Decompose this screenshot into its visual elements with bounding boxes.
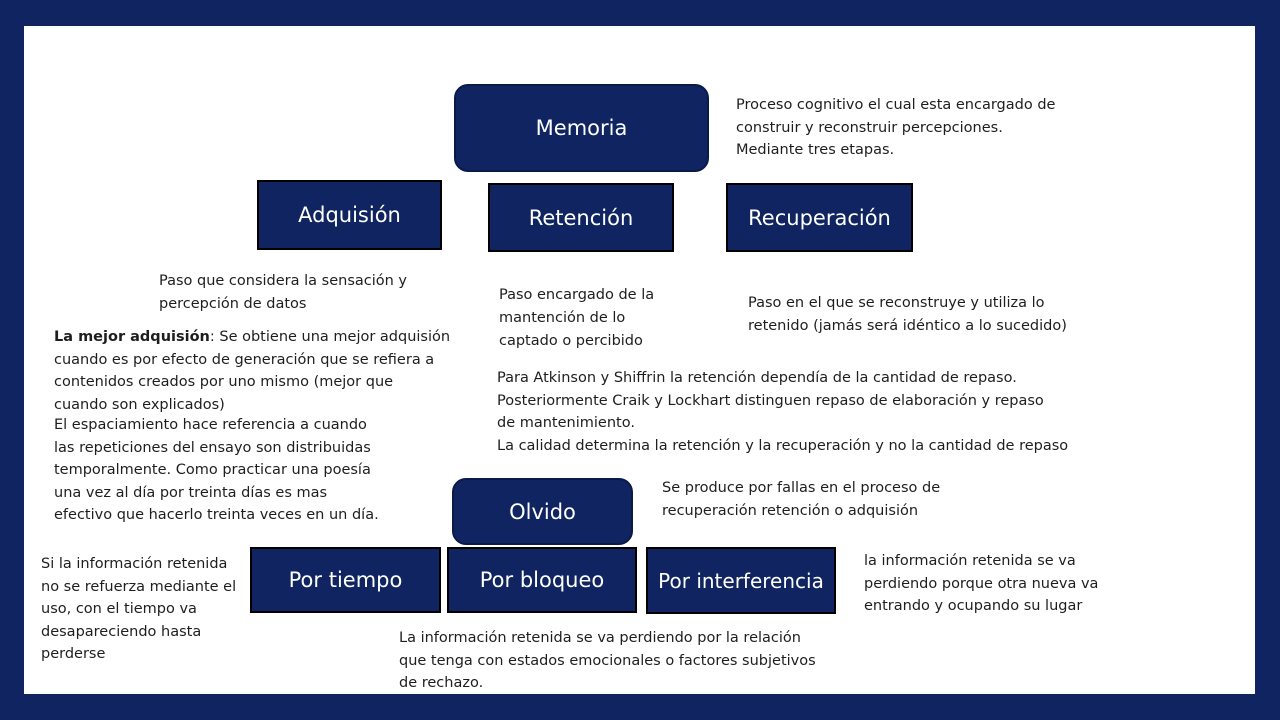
atkinson-description: Para Atkinson y Shiffrin la retención dependía de la cantidad de repaso. Posteriormente Craik y Lockhart distinguen repaso de elaboración y repaso de mantenimiento. La calidad determina la retención y la recuperación y no la cantidad de repaso — [497, 370, 1069, 454]
node-adquisicion-label: Adquisión — [298, 203, 401, 227]
recuperacion-description: Paso en el que se reconstruye y utiliza lo retenido (jamás será idéntico a lo sucedido) — [748, 295, 1067, 334]
node-memoria — [454, 84, 709, 172]
node-por-interferencia-label: Por interferencia — [658, 568, 824, 593]
node-recuperacion — [726, 183, 913, 252]
node-recuperacion-label: Recuperación — [748, 205, 891, 230]
retencion-description: Paso encargado de la mantención de lo captado o percibido — [499, 287, 655, 349]
mejor-adquisicion-title: La mejor adquisión — [54, 329, 210, 345]
olvido-description: Se produce por fallas en el proceso de recuperación retención o adquisión — [662, 480, 941, 519]
node-retencion — [488, 183, 674, 252]
node-por-bloqueo-label: Por bloqueo — [479, 568, 605, 592]
node-retencion-label: Retención — [528, 205, 634, 230]
node-memoria-label: Memoria — [535, 116, 628, 140]
por-bloqueo-description: La información retenida se va perdiendo por la relación que tenga con estados emocionales o factores subjetivos de rechazo. — [399, 630, 816, 691]
node-por-interferencia — [646, 547, 836, 614]
node-olvido-label: Olvido — [509, 499, 576, 524]
por-interferencia-description: la información retenida se va perdiendo porque otra nueva va entrando y ocupando su lugar — [864, 553, 1099, 614]
memoria-description: Proceso cognitivo el cual esta encargado de construir y reconstruir percepciones. Mediante tres etapas. — [736, 97, 1056, 158]
adquisicion-description: Paso que considera la sensación y percepción de datos — [159, 273, 408, 312]
mejor-adquisicion-description: La mejor adquisión: Se obtiene una mejor adquisión cuando es por efecto de generación que se refiera a contenidos creados por uno mismo (mejor que cuando son explicados) — [54, 329, 451, 413]
por-tiempo-description: Si la información retenida no se refuerza mediante el uso, con el tiempo va desapareciendo hasta perderse — [41, 556, 237, 662]
node-olvido — [452, 478, 633, 545]
node-adquisicion — [257, 180, 442, 250]
node-por-bloqueo — [447, 547, 637, 613]
espaciamiento-description: El espaciamiento hace referencia a cuando las repeticiones del ensayo son distribuidas temporalmente. Como practicar una poesía una vez al día por treinta días es mas efectivo que hacerlo treinta veces en un día. — [54, 417, 379, 523]
node-por-tiempo — [250, 547, 441, 613]
node-por-tiempo-label: Por tiempo — [288, 568, 403, 592]
